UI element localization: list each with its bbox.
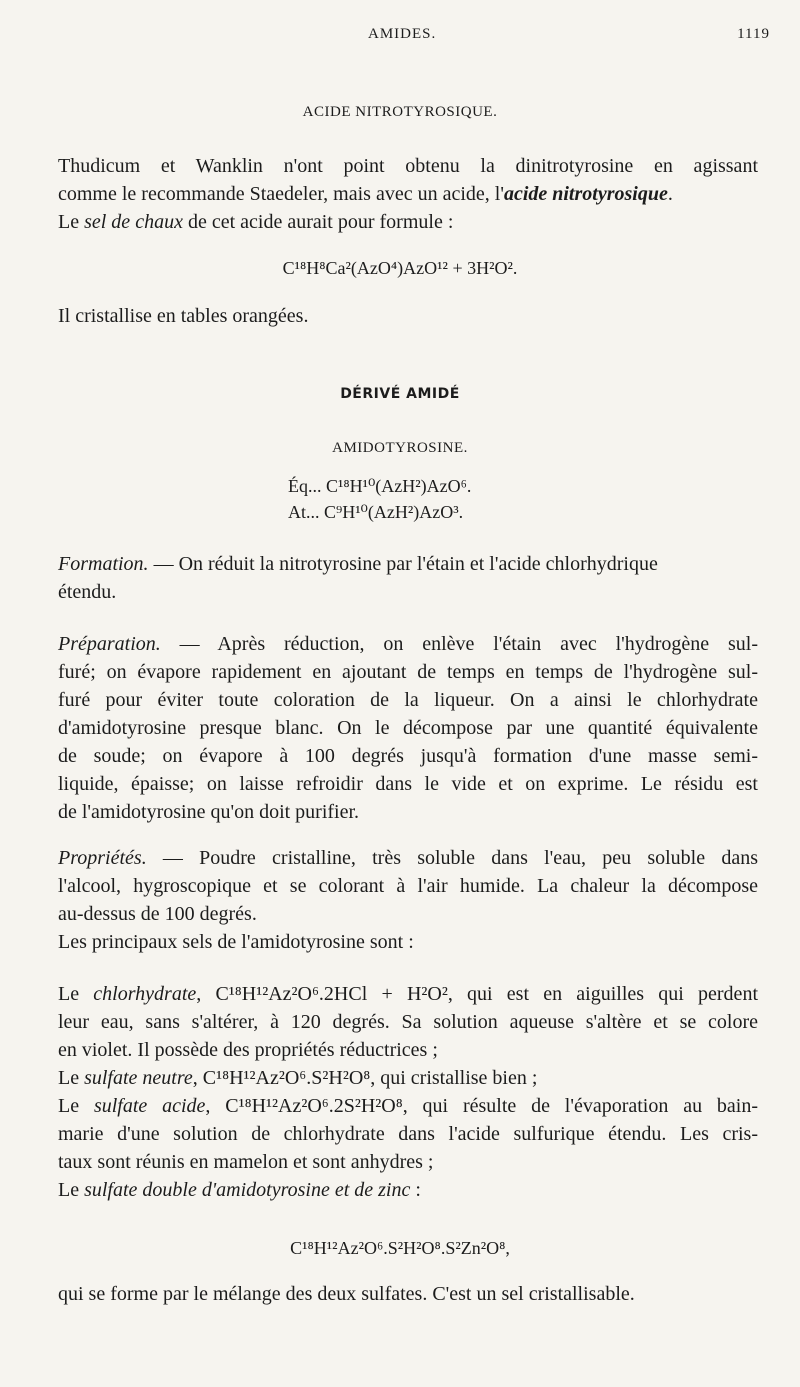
paragraph-line: qui se forme par le mélange des deux sulfates. C'est un sel cristallisable. (58, 1283, 635, 1305)
paragraph-line: furé; on évapore rapidement en ajoutant de temps en temps de l'hydrogène sul- (58, 661, 758, 683)
emphasis-chlorhydrate: chlorhydrate (93, 983, 197, 1005)
paragraph-line: Propriétés. — Poudre cristalline, très soluble dans l'eau, peu soluble dans (58, 847, 758, 869)
paragraph-line: furé pour éviter toute coloration de la liqueur. On a ainsi le chlorhydrate (58, 689, 758, 711)
formula-sulfate-double: C¹⁸H¹²Az²O⁶.S²H²O⁸.S²Zn²O⁸, (290, 1238, 510, 1258)
paragraph-line: Le sulfate double d'amidotyrosine et de zinc : (58, 1179, 421, 1201)
atomic-formula: At... C⁹H¹⁰(AzH²)AzO³. (288, 502, 464, 522)
emphasis-acide-nitrotyrosique: acide nitrotyrosique (503, 183, 668, 205)
label-formation: Formation. (58, 553, 149, 575)
paragraph-line: liquide, épaisse; on laisse refroidir dans le vide et on exprime. Le résidu est (58, 773, 758, 795)
paragraph-line: en violet. Il possède des propriétés réductrices ; (58, 1039, 438, 1061)
paragraph-line: taux sont réunis en mamelon et sont anhydres ; (58, 1151, 434, 1173)
paragraph-line: au-dessus de 100 degrés. (58, 903, 257, 925)
section-title-derive-amide: DÉRIVÉ AMIDÉ (340, 386, 460, 402)
paragraph-line: leur eau, sans s'altérer, à 120 degrés. Sa solution aqueuse s'altère et se colore (58, 1011, 758, 1033)
paragraph-line: Il cristallise en tables orangées. (58, 305, 309, 327)
label-preparation: Préparation. (58, 633, 161, 655)
paragraph-line: Le sel de chaux de cet acide aurait pour formule : (58, 211, 454, 233)
label-proprietes: Propriétés. (58, 847, 147, 869)
paragraph-line: Le chlorhydrate, C¹⁸H¹²Az²O⁶.2HCl + H²O², qui est en aiguilles qui perdent (58, 983, 758, 1005)
paragraph-line: l'alcool, hygroscopique et se colorant à l'air humide. La chaleur la décompose (58, 875, 758, 897)
running-header (58, 26, 770, 50)
paragraph-line: Le sulfate neutre, C¹⁸H¹²Az²O⁶.S²H²O⁸, qui cristallise bien ; (58, 1067, 538, 1089)
equivalent-formula: Éq... C¹⁸H¹⁰(AzH²)AzO⁶. (288, 476, 472, 496)
paragraph-line: comme le recommande Staedeler, mais avec un acide, l'acide nitrotyrosique. (58, 183, 673, 205)
paragraph-line: Formation. — On réduit la nitrotyrosine par l'étain et l'acide chlorhydrique (58, 553, 658, 575)
page-number: 1119 (737, 26, 770, 42)
paragraph-line: de l'amidotyrosine qu'on doit purifier. (58, 801, 360, 823)
paragraph-line: Thudicum et Wanklin n'ont point obtenu la dinitrotyrosine en agissant (58, 155, 758, 177)
paragraph-line: marie d'une solution de chlorhydrate dans l'acide sulfurique étendu. Les cris- (58, 1123, 758, 1145)
subsection-title-amidotyrosine: AMIDOTYROSINE. (332, 440, 468, 456)
running-title: AMIDES. (368, 26, 437, 42)
paragraph-line: Le sulfate acide, C¹⁸H¹²Az²O⁶.2S²H²O⁸, qui résulte de l'évaporation au bain- (58, 1095, 759, 1117)
emphasis-sulfate-double: sulfate double d'amidotyrosine et de zinc (84, 1179, 411, 1201)
section-title-acide-nitrotyrosique: ACIDE NITROTYROSIQUE. (302, 104, 498, 120)
paragraph-line: Les principaux sels de l'amidotyrosine sont : (58, 931, 414, 953)
emphasis-sel-de-chaux: sel de chaux (84, 211, 183, 233)
paragraph-line: Préparation. — Après réduction, on enlève l'étain avec l'hydrogène sul- (58, 633, 758, 655)
emphasis-sulfate-neutre: sulfate neutre (84, 1067, 193, 1089)
paragraph-line: de soude; on évapore à 100 degrés jusqu'à formation d'une masse semi- (58, 745, 758, 767)
emphasis-sulfate-acide: sulfate acide (93, 1095, 206, 1117)
paragraph-line: d'amidotyrosine presque blanc. On le décompose par une quantité équivalente (58, 717, 758, 739)
paragraph-line: étendu. (58, 581, 117, 603)
formula-sel-de-chaux: C¹⁸H⁸Ca²(AzO⁴)AzO¹² + 3H²O². (282, 258, 518, 278)
